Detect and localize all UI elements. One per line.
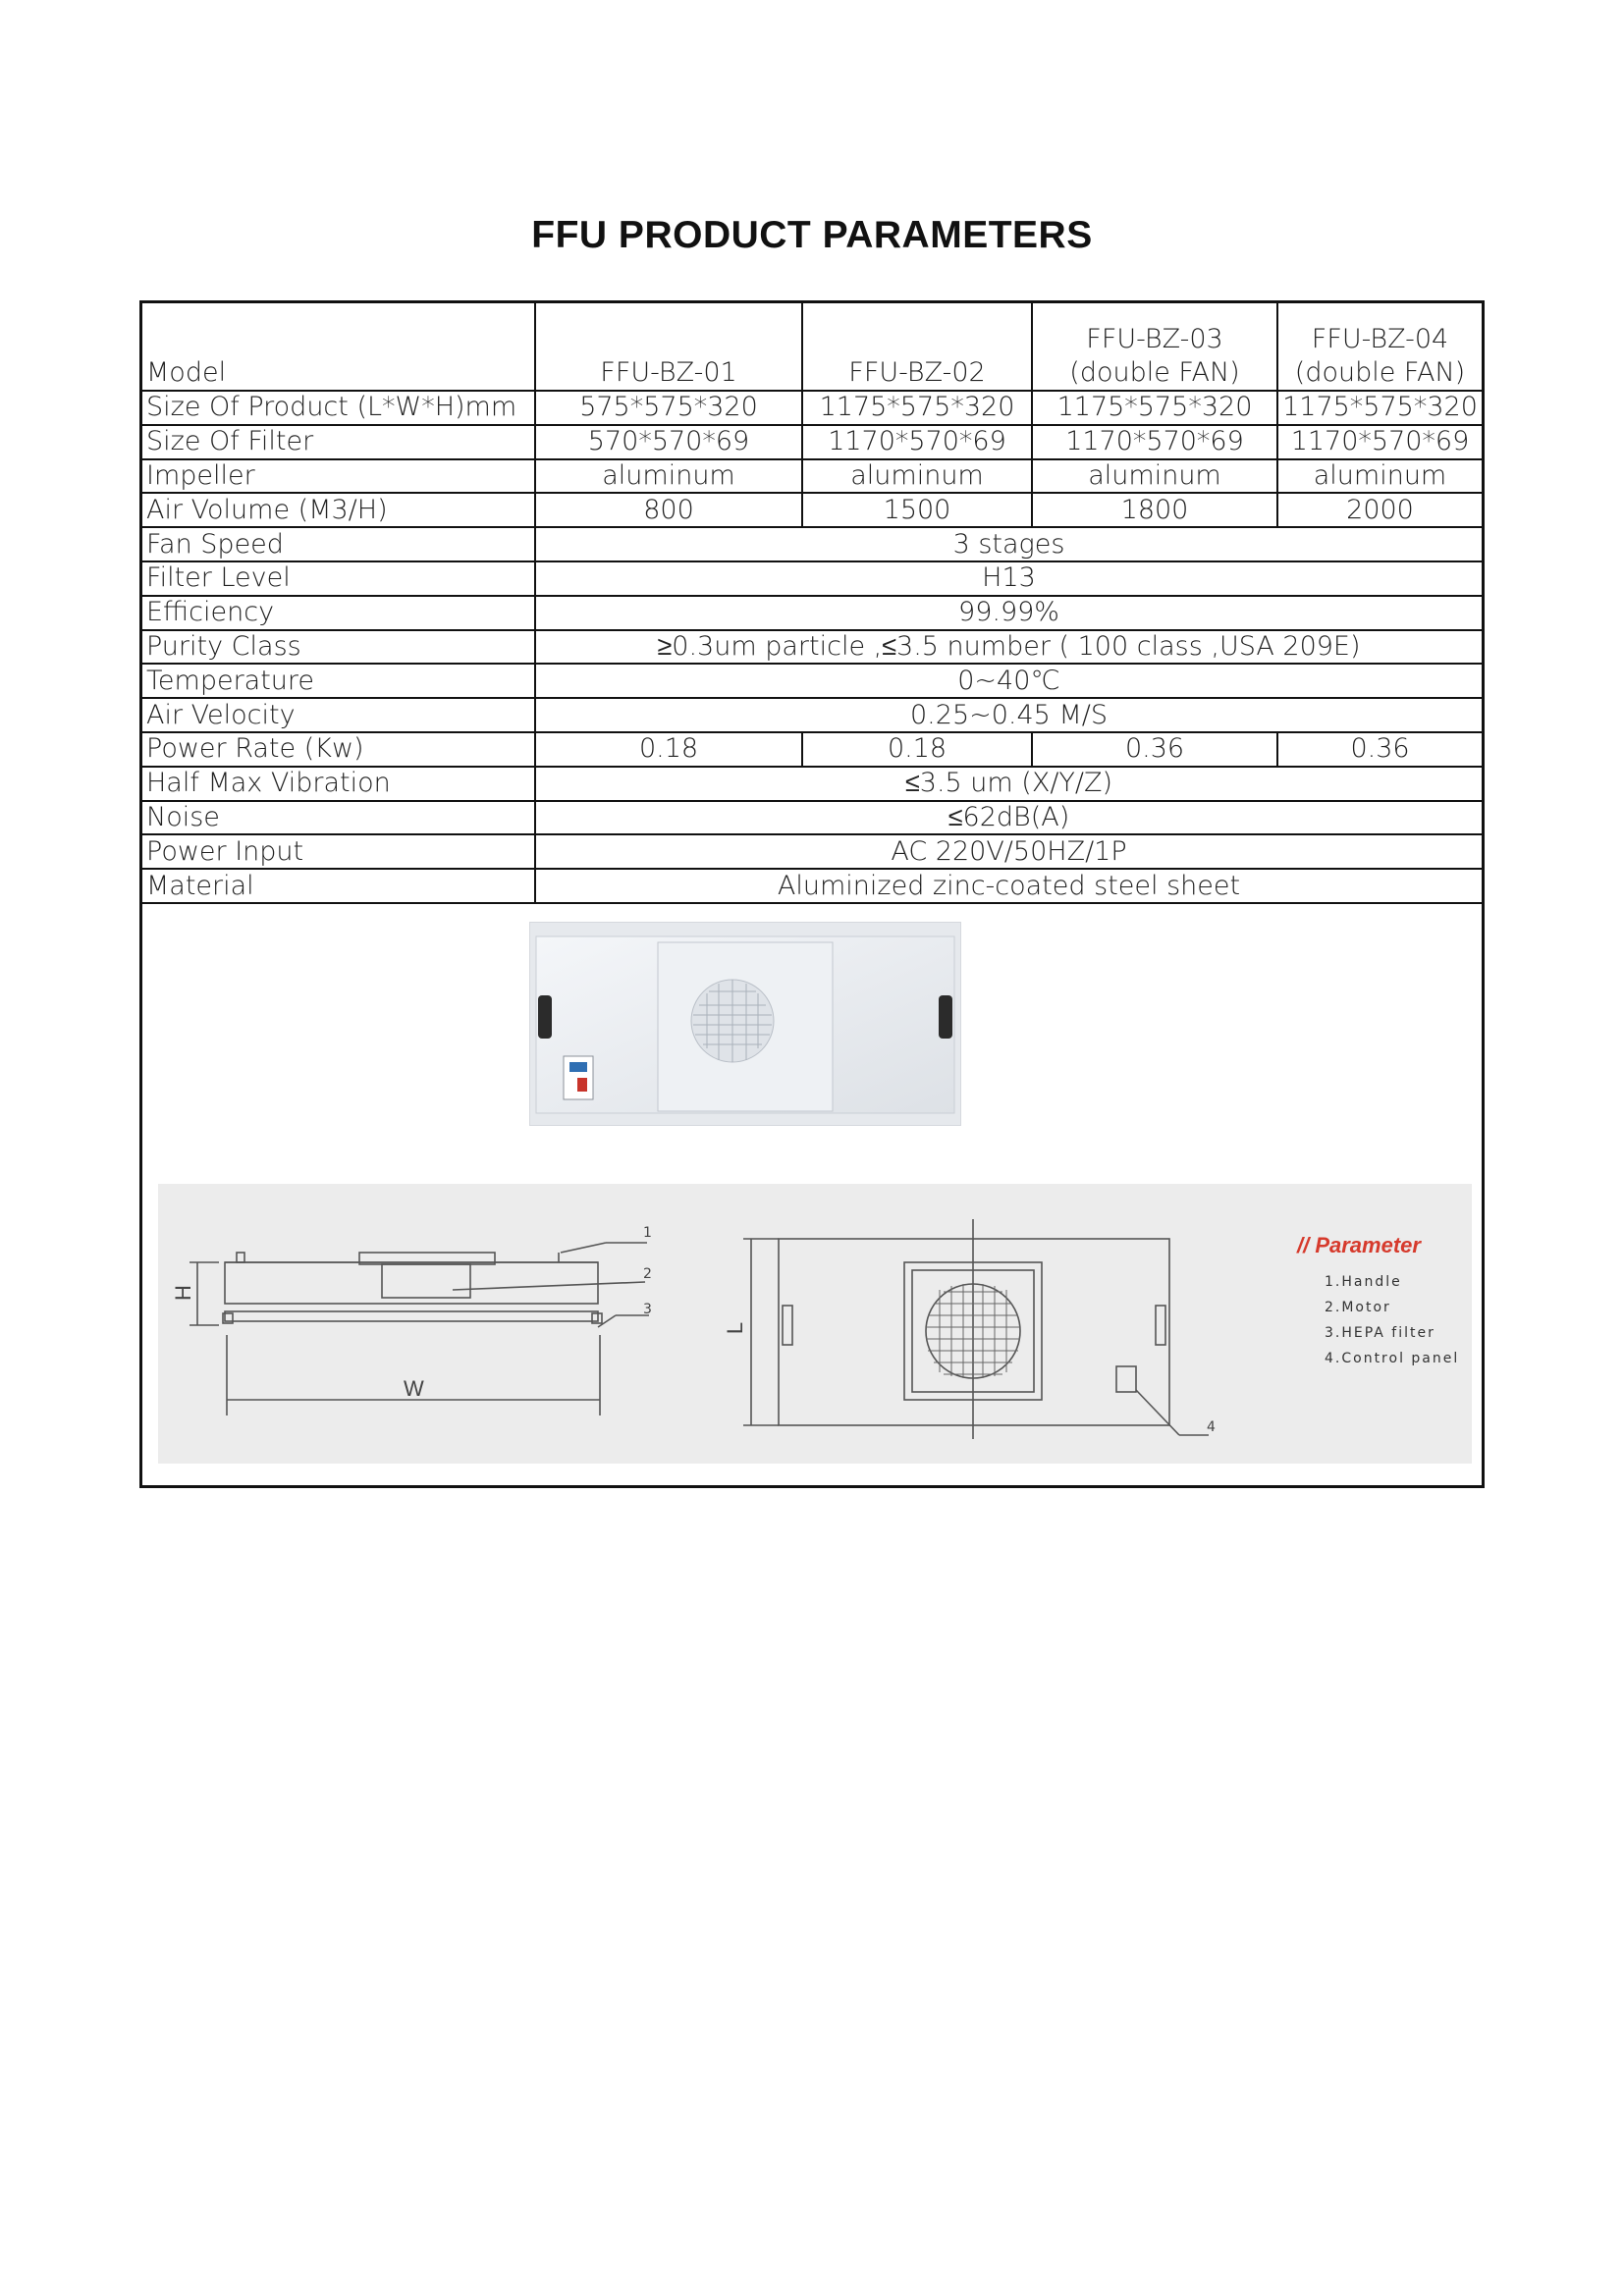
table-cell: aluminum <box>1032 459 1277 494</box>
table-row-power-rate <box>142 732 1482 767</box>
table-row-size-product <box>142 391 1482 425</box>
table-row-purity-class <box>142 630 1482 665</box>
table-row-impeller <box>142 459 1482 494</box>
page-title: FFU PRODUCT PARAMETERS <box>531 214 1093 256</box>
legend-item-motor: 2.Motor <box>1325 1300 1391 1315</box>
row-label: Power Input <box>142 834 535 869</box>
model-header-1: FFU-BZ-01 <box>535 303 802 391</box>
row-label: Filter Level <box>142 561 535 596</box>
callout-3: 3 <box>643 1302 652 1317</box>
table-cell: 1175*575*320 <box>1277 391 1482 425</box>
table-cell: 1500 <box>802 493 1032 527</box>
table-cell: 570*570*69 <box>535 425 802 459</box>
row-label: Half Max Vibration <box>142 767 535 801</box>
table-row-air-velocity <box>142 698 1482 732</box>
table-cell: ≥0.3um particle ,≤3.5 number ( 100 class ,USA 209E) <box>535 630 1482 665</box>
legend-item-control-panel: 4.Control panel <box>1325 1351 1460 1366</box>
table-cell: 3 stages <box>535 527 1482 561</box>
row-label: Size Of Filter <box>142 425 535 459</box>
table-row-fan-speed <box>142 527 1482 561</box>
table-cell: ≤3.5 um (X/Y/Z) <box>535 767 1482 801</box>
parameters-table <box>142 303 1482 904</box>
row-label: Temperature <box>142 664 535 698</box>
table-row-size-filter <box>142 425 1482 459</box>
row-label: Air Velocity <box>142 698 535 732</box>
table-cell: aluminum <box>1277 459 1482 494</box>
row-label: Fan Speed <box>142 527 535 561</box>
table-row-model <box>142 303 1482 391</box>
row-label: Power Rate (Kw) <box>142 732 535 767</box>
model-header-2: FFU-BZ-02 <box>802 303 1032 391</box>
table-row-temperature <box>142 664 1482 698</box>
table-cell: 0.18 <box>802 732 1032 767</box>
table-row-material <box>142 869 1482 903</box>
table-cell: 1175*575*320 <box>802 391 1032 425</box>
callout-2: 2 <box>643 1266 652 1282</box>
table-cell: 0.36 <box>1032 732 1277 767</box>
table-row-efficiency <box>142 596 1482 630</box>
row-label: Purity Class <box>142 630 535 665</box>
legend-item-hepa-filter: 3.HEPA filter <box>1325 1325 1435 1341</box>
table-cell: 0.25~0.45 M/S <box>535 698 1482 732</box>
model-header-3: FFU-BZ-03 (double FAN) <box>1032 303 1277 391</box>
table-cell: 1800 <box>1032 493 1277 527</box>
legend-list <box>1325 1274 1459 1376</box>
model-header-4: FFU-BZ-04 (double FAN) <box>1277 303 1482 391</box>
table-cell: 0.18 <box>535 732 802 767</box>
table-cell: Aluminized zinc-coated steel sheet <box>535 869 1482 903</box>
table-cell: 575*575*320 <box>535 391 802 425</box>
table-cell: 1170*570*69 <box>1277 425 1482 459</box>
legend-item-handle: 1.Handle <box>1325 1274 1402 1290</box>
row-label: Efficiency <box>142 596 535 630</box>
row-label: Impeller <box>142 459 535 494</box>
table-row-vibration <box>142 767 1482 801</box>
table-cell: AC 220V/50HZ/1P <box>535 834 1482 869</box>
table-cell: 1170*570*69 <box>1032 425 1277 459</box>
height-dimension-label: H <box>170 1285 195 1301</box>
callout-1: 1 <box>643 1225 652 1241</box>
row-label: Model <box>142 303 535 391</box>
width-dimension-label: W <box>404 1376 424 1401</box>
table-row-air-volume <box>142 493 1482 527</box>
technical-drawing <box>158 1184 1472 1464</box>
parameter-sheet <box>139 300 1485 1488</box>
row-label: Material <box>142 869 535 903</box>
table-cell: 1170*570*69 <box>802 425 1032 459</box>
product-photo <box>529 922 961 1126</box>
table-cell: ≤62dB(A) <box>535 801 1482 835</box>
legend-title: // Parameter <box>1297 1233 1421 1257</box>
table-row-filter-level <box>142 561 1482 596</box>
row-label: Size Of Product (L*W*H)mm <box>142 391 535 425</box>
table-cell: 0~40℃ <box>535 664 1482 698</box>
length-dimension-label: L <box>723 1321 748 1335</box>
table-cell: aluminum <box>535 459 802 494</box>
table-row-noise <box>142 801 1482 835</box>
table-cell: 0.36 <box>1277 732 1482 767</box>
table-cell: aluminum <box>802 459 1032 494</box>
table-cell: 2000 <box>1277 493 1482 527</box>
table-cell: 99.99% <box>535 596 1482 630</box>
table-cell: H13 <box>535 561 1482 596</box>
table-cell: 800 <box>535 493 802 527</box>
callout-4: 4 <box>1207 1419 1216 1435</box>
table-row-power-input <box>142 834 1482 869</box>
row-label: Air Volume (M3/H) <box>142 493 535 527</box>
row-label: Noise <box>142 801 535 835</box>
table-cell: 1175*575*320 <box>1032 391 1277 425</box>
